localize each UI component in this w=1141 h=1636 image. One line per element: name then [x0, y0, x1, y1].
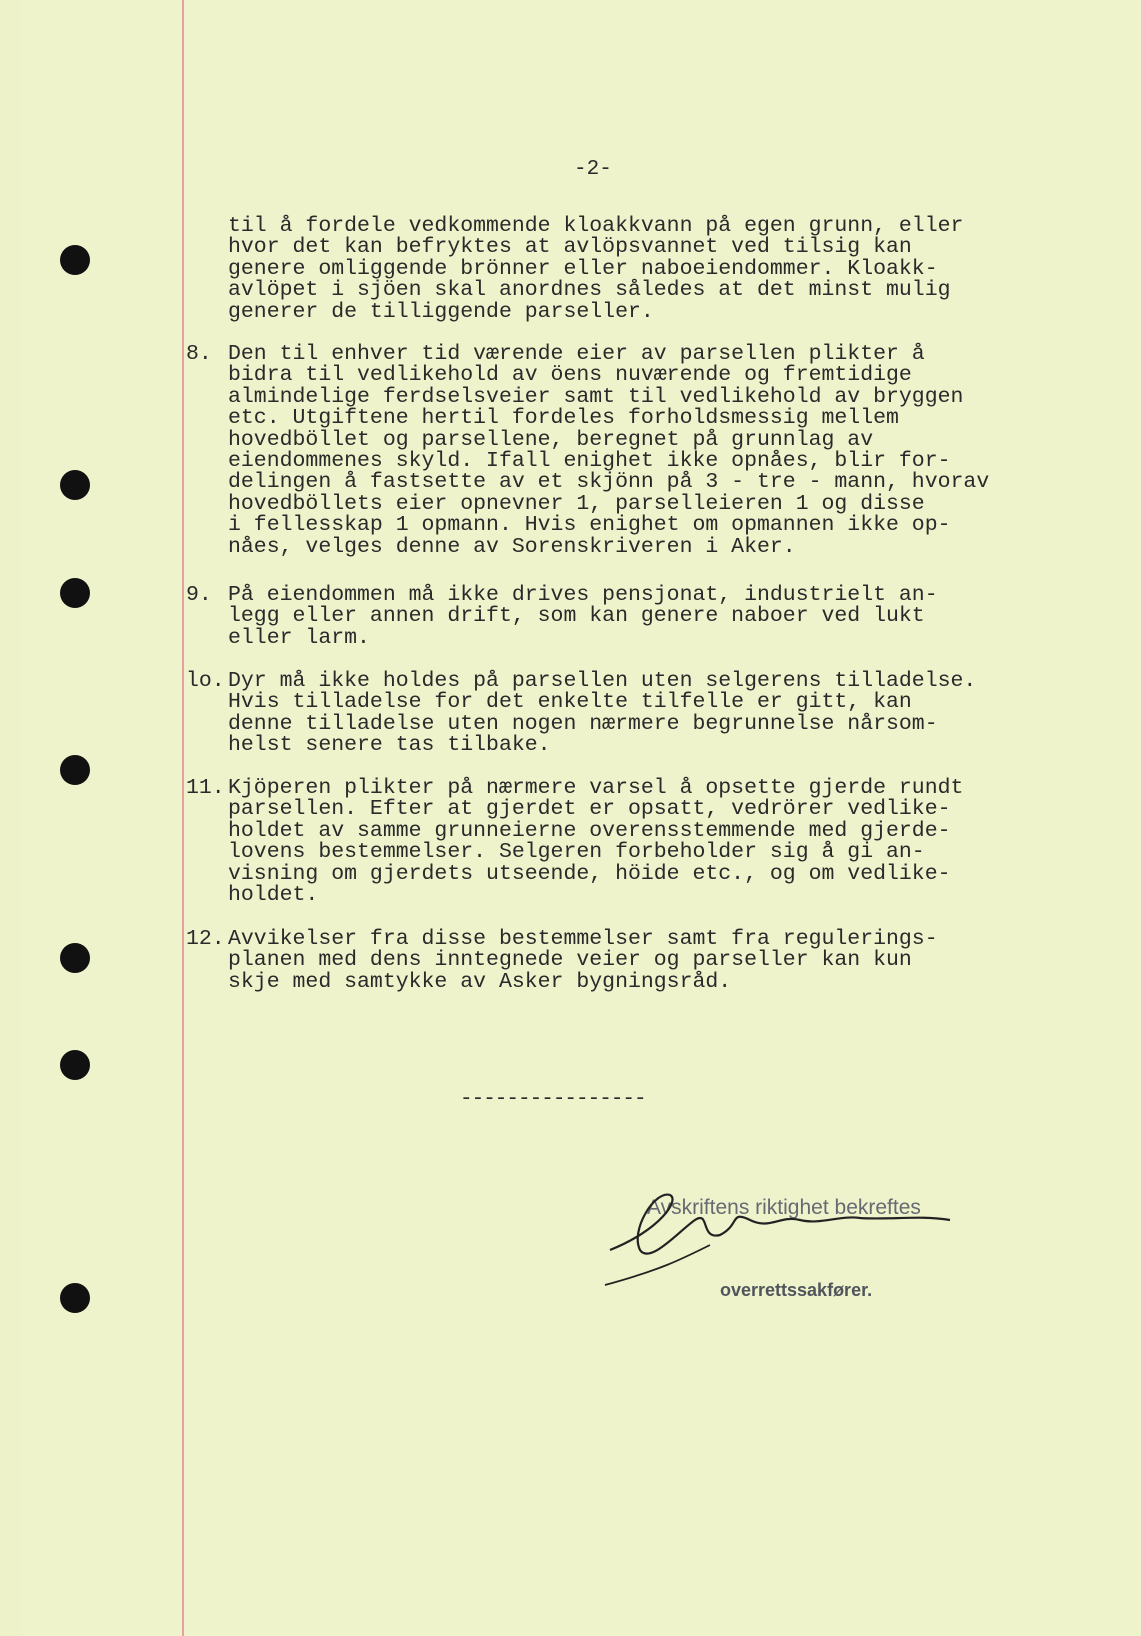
text-line: parsellen. Efter at gjerdet er opsatt, vedrörer vedlike-	[228, 797, 951, 822]
text-line: hovedböllet og parsellene, beregnet på grunnlag av	[228, 427, 874, 452]
paragraph	[186, 342, 990, 559]
binder-hole	[60, 755, 90, 785]
paragraph	[186, 583, 938, 650]
text-line: Kjöperen plikter på nærmere varsel å opsette gjerde rundt	[228, 776, 964, 800]
text-line: hovedböllets eier opnevner 1, parselleieren 1 og disse	[228, 491, 925, 516]
margin-line	[182, 0, 184, 1636]
text-line: denne tilladelse uten nogen nærmere begrunnelse nårsom-	[228, 711, 938, 736]
paragraph	[186, 927, 938, 994]
signer-title-stamp: overrettssakfører.	[720, 1280, 873, 1300]
text-line: avlöpet i sjöen skal anordnes således at det minst mulig	[228, 278, 951, 303]
paragraph-number: 12.	[186, 927, 225, 951]
paragraph-number: 8.	[186, 342, 212, 366]
paragraph	[186, 776, 964, 908]
text-line: Den til enhver tid værende eier av parsellen plikter å	[228, 342, 925, 366]
text-line: holdet av samme grunneierne overensstemmende med gjerde-	[228, 818, 951, 843]
certification-stamp: Avskriftens riktighet bekreftes	[647, 1196, 921, 1219]
text-line: Hvis tilladelse for det enkelte tilfelle er gitt, kan	[228, 690, 912, 715]
text-line: etc. Utgiftene hertil fordeles forholdsmessig mellem	[228, 406, 899, 431]
binder-hole	[60, 1283, 90, 1313]
text-line: På eiendommen må ikke drives pensjonat, industrielt an-	[228, 583, 938, 607]
text-line: bidra til vedlikehold av öens nuværende og fremtidige	[228, 363, 912, 388]
binder-hole	[60, 245, 90, 275]
separator-line: ----------------	[460, 1088, 646, 1111]
binder-hole	[60, 1050, 90, 1080]
page-number: -2-	[574, 158, 612, 181]
paragraph	[228, 216, 963, 323]
text-line: eiendommenes skyld. Ifall enighet ikke opnåes, blir for-	[228, 449, 951, 474]
text-line: legg eller annen drift, som kan genere naboer ved lukt	[228, 604, 925, 629]
text-line: hvor det kan befryktes at avlöpsvannet ved tilsig kan	[228, 235, 912, 260]
paragraph-number: lo.	[186, 669, 225, 693]
text-line: til å fordele vedkommende kloakkvann på egen grunn, eller	[228, 214, 964, 238]
binder-hole	[60, 578, 90, 608]
text-line: Avvikelser fra disse bestemmelser samt fra regulerings-	[228, 927, 938, 951]
text-line: skje med samtykke av Asker bygningsråd.	[228, 969, 732, 994]
text-line: eller larm.	[228, 625, 370, 650]
text-line: Dyr må ikke holdes på parsellen uten selgerens tilladelse.	[228, 669, 977, 693]
text-line: generer de tilliggende parseller.	[228, 299, 654, 324]
binder-hole	[60, 470, 90, 500]
paragraph-number: 11.	[186, 776, 225, 800]
paragraph	[186, 669, 977, 758]
text-line: visning om gjerdets utseende, höide etc., og om vedlike-	[228, 861, 951, 886]
text-line: i fellesskap 1 opmann. Hvis enighet om opmannen ikke op-	[228, 513, 951, 538]
text-line: helst senere tas tilbake.	[228, 733, 551, 758]
text-line: holdet.	[228, 883, 319, 908]
binder-hole	[60, 943, 90, 973]
paragraph-number: 9.	[186, 583, 212, 607]
text-line: delingen å fastsette av et skjönn på 3 - tre - mann, hvorav	[228, 470, 990, 495]
text-line: lovens bestemmelser. Selgeren forbeholder sig å gi an-	[228, 840, 925, 865]
text-line: nåes, velges denne av Sorenskriveren i Aker.	[228, 534, 796, 559]
text-line: almindelige ferdselsveier samt til vedlikehold av bryggen	[228, 384, 964, 409]
text-line: planen med dens inntegnede veier og parseller kan kun	[228, 948, 912, 973]
text-line: genere omliggende brönner eller naboeiendommer. Kloakk-	[228, 256, 938, 281]
